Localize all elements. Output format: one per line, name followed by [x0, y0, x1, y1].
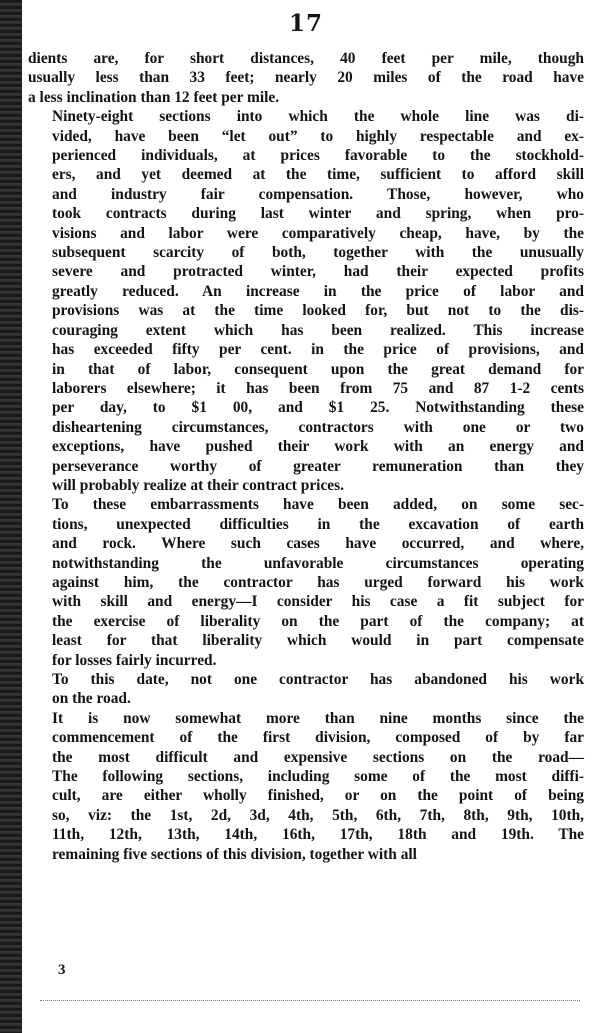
text-line: subsequent scarcity of both, together with the unusually — [52, 244, 584, 262]
text-line: has exceeded fifty per cent. in the price of provisions, and — [52, 341, 584, 359]
paragraph — [28, 495, 584, 670]
text-line: a less inclination than 12 feet per mile. — [28, 88, 280, 106]
text-line: so, viz: the 1st, 2d, 3d, 4th, 5th, 6th, 7th, 8th, 9th, 10th, — [52, 806, 584, 824]
text-line: couraging extent which has been realized. This increase — [52, 321, 584, 339]
text-line: the most difficult and expensive sections on the road— — [52, 748, 584, 766]
book-binding-edge — [0, 0, 22, 1033]
text-line: The following sections, including some of the most diffi- — [52, 768, 584, 786]
text-line: To this date, not one contractor has abandoned his work — [52, 671, 584, 688]
text-line: dients are, for short distances, 40 feet per mile, though — [28, 50, 584, 67]
text-line: commencement of the first division, composed of by far — [52, 729, 584, 747]
bottom-edge-rule — [40, 1000, 580, 1002]
text-line: with skill and energy—I consider his case a fit subject for — [52, 593, 584, 611]
signature-mark: 3 — [58, 962, 66, 978]
text-line: severe and protracted winter, had their expected profits — [52, 263, 584, 281]
text-line: laborers elsewhere; it has been from 75 and 87 1-2 cents — [52, 379, 584, 397]
text-line: vided, have been “let out” to highly respectable and ex- — [52, 127, 584, 145]
paragraph — [28, 709, 584, 864]
text-line: and rock. Where such cases have occurred, and where, — [52, 535, 584, 553]
text-line: tions, unexpected difficulties in the excavation of earth — [52, 515, 584, 533]
text-line: 11th, 12th, 13th, 14th, 16th, 17th, 18th and 19th. The — [52, 826, 584, 844]
text-line: in that of labor, consequent upon the great demand for — [52, 360, 584, 378]
text-line: on the road. — [52, 690, 131, 708]
text-line: usually less than 33 feet; nearly 20 miles of the road have — [28, 69, 584, 87]
text-line: cult, are either wholly finished, or on the point of being — [52, 787, 584, 805]
text-line: against him, the contractor has urged forward his work — [52, 573, 584, 591]
text-line: per day, to $1 00, and $1 25. Notwithstanding these — [52, 399, 584, 417]
text-line: disheartening circumstances, contractors with one or two — [52, 418, 584, 436]
text-line: took contracts during last winter and spring, when pro- — [52, 205, 584, 223]
document-page — [28, 10, 584, 864]
page-number: 17 — [288, 10, 323, 37]
text-line: exceptions, have pushed their work with an energy and — [52, 438, 584, 456]
body-text — [28, 49, 584, 864]
text-line: visions and labor were comparatively cheap, have, by the — [52, 224, 584, 242]
text-line: It is now somewhat more than nine months since the — [52, 709, 584, 727]
paragraph — [28, 49, 584, 107]
text-line: greatly reduced. An increase in the price of labor and — [52, 282, 584, 300]
paragraph — [28, 670, 584, 709]
paragraph — [28, 107, 584, 495]
text-line: perienced individuals, at prices favorable to the stockhold- — [52, 147, 584, 165]
text-line: will probably realize at their contract prices. — [52, 476, 344, 494]
text-line: To these embarrassments have been added, on some sec- — [52, 496, 584, 514]
text-line: remaining five sections of this division, together with all — [52, 845, 417, 863]
text-line: and industry fair compensation. Those, however, who — [52, 185, 584, 203]
text-line: ers, and yet deemed at the time, sufficient to afford skill — [52, 166, 584, 184]
text-line: the exercise of liberality on the part of the company; at — [52, 612, 584, 630]
text-line: for losses fairly incurred. — [52, 651, 217, 669]
text-line: notwithstanding the unfavorable circumstances operating — [52, 554, 584, 572]
text-line: perseverance worthy of greater remuneration than they — [52, 457, 584, 475]
text-line: least for that liberality which would in part compensate — [52, 632, 584, 650]
text-line: Ninety-eight sections into which the whole line was di- — [52, 108, 584, 126]
text-line: provisions was at the time looked for, but not to the dis- — [52, 302, 584, 320]
